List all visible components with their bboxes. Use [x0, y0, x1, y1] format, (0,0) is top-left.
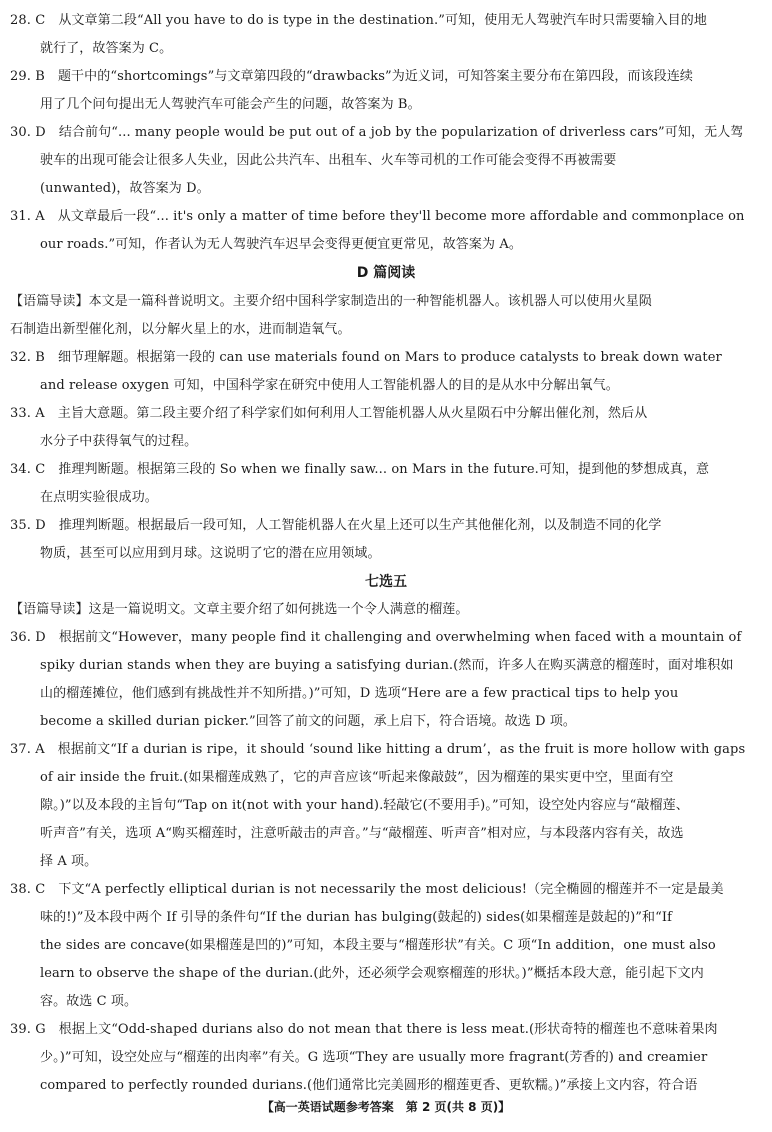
page-footer: 【高一英语试题参考答案 第 2 页(共 8 页)】: [261, 1100, 511, 1114]
passage-guide-d-line-2: 石制造出新型催化剂，以分解火星上的水，进而制造氧气。: [10, 322, 351, 337]
answer-38-line-5: 容。故选 C 项。: [40, 994, 138, 1009]
answer-28-line-2: 就行了，故答案为 C。: [40, 41, 173, 56]
answer-29-line-2: 用了几个问句提出无人驾驶汽车可能会产生的问题，故答案为 B。: [40, 97, 421, 112]
answer-30-line-1: 30. D 结合前句“... many people would be put out of a job by the popularization of driverless cars”可知，无人驾: [10, 125, 744, 140]
answer-30-line-2: 驶车的出现可能会让很多人失业，因此公共汽车、出租车、火车等司机的工作可能会变得不再被需要: [40, 153, 617, 168]
answer-35-line-2: 物质，甚至可以应用到月球。这说明了它的潜在应用领域。: [40, 546, 381, 561]
answer-38-line-3: the sides are concave(如果榴莲是凹的)”可知，本段主要与“榴莲形状”有关。C 项“In addition，one must also: [40, 938, 716, 953]
answer-37-line-5: 择 A 项。: [40, 854, 98, 869]
section-heading-reading-d: D 篇阅读: [356, 265, 416, 281]
section-heading-seven-choose-five: 七选五: [365, 574, 407, 590]
answer-33-line-1: 33. A 主旨大意题。第二段主要介绍了科学家们如何利用人工智能机器人从火星陨石中分解出催化剂，然后从: [10, 406, 648, 421]
answer-37-line-3: 隙。)”以及本段的主旨句“Tap on it(not with your hand).轻敲它(不要用手)。”可知，设空处内容应与“敲榴莲、: [40, 798, 689, 813]
answer-36-line-4: become a skilled durian picker.”回答了前文的问题，承上启下，符合语境。故选 D 项。: [40, 714, 577, 729]
answer-36-line-2: spiky durian stands when they are buying a satisfying durian.(然而，许多人在购买满意的榴莲时，面对堆积如: [40, 658, 734, 673]
answer-34-line-1: 34. C 推理判断题。根据第三段的 So when we finally saw... on Mars in the future.可知，提到他的梦想成真，意: [10, 462, 710, 477]
answer-37-line-1: 37. A 根据前文“If a durian is ripe，it should ‘sound like hitting a drum’，as the fruit is more hollow with gaps: [10, 742, 746, 757]
answer-35-line-1: 35. D 推理判断题。根据最后一段可知，人工智能机器人在火星上还可以生产其他催化剂，以及制造不同的化学: [10, 518, 662, 533]
answer-31-line-2: our roads.”可知，作者认为无人驾驶汽车迟早会变得更便宜更常见，故答案为 A。: [40, 237, 522, 252]
answer-39-line-2: 少。)”可知，设空处应与“榴莲的出肉率”有关。G 选项“They are usually more fragrant(芳香的) and creamier: [40, 1050, 708, 1065]
answer-28-line-1: 28. C 从文章第二段“All you have to do is type in the destination.”可知，使用无人驾驶汽车时只需要输入目的地: [10, 13, 707, 28]
answer-29-line-1: 29. B 题干中的“shortcomings”与文章第四段的“drawbacks”为近义词，可知答案主要分布在第四段，而该段连续: [10, 69, 694, 84]
answer-38-line-2: 味的!)”及本段中两个 If 引导的条件句“If the durian has bulging(鼓起的) sides(如果榴莲是鼓起的)”和“If: [40, 910, 673, 925]
answer-31-line-1: 31. A 从文章最后一段“... it's only a matter of time before they'll become more affordable and commonplace on: [10, 209, 745, 224]
passage-guide-seven-line-1: 【语篇导读】这是一篇说明文。文章主要介绍了如何挑选一个令人满意的榴莲。: [10, 602, 469, 617]
answer-33-line-2: 水分子中获得氧气的过程。: [40, 434, 198, 449]
answer-39-line-3: compared to perfectly rounded durians.(他们通常比完美圆形的榴莲更香、更软糯。)”承接上文内容，符合语: [40, 1078, 698, 1093]
answer-30-line-3: (unwanted)，故答案为 D。: [40, 181, 210, 196]
answer-37-line-2: of air inside the fruit.(如果榴莲成熟了，它的声音应该“听起来像敲鼓”，因为榴莲的果实更中空，里面有空: [40, 770, 674, 785]
answer-32-line-2: and release oxygen 可知，中国科学家在研究中使用人工智能机器人的目的是从水中分解出氧气。: [40, 378, 619, 393]
answer-39-line-1: 39. G 根据上文“Odd-shaped durians also do not mean that there is less meat.(形状奇特的榴莲也不意味着果肉: [10, 1022, 718, 1037]
answer-34-line-2: 在点明实验很成功。: [40, 490, 158, 505]
answer-37-line-4: 听声音”有关，选项 A“购买榴莲时，注意听敲击的声音。”与“敲榴莲、听声音”相对应，与本段落内容有关，故选: [40, 826, 684, 841]
answer-36-line-1: 36. D 根据前文“However，many people find it challenging and overwhelming when faced with a mountain of: [10, 630, 742, 645]
answer-36-line-3: 山的榴莲摊位，他们感到有挑战性并不知所措。)”可知，D 选项“Here are a few practical tips to help you: [40, 686, 679, 701]
passage-guide-d-line-1: 【语篇导读】本文是一篇科普说明文。主要介绍中国科学家制造出的一种智能机器人。该机器人可以使用火星陨: [10, 294, 652, 309]
answer-38-line-4: learn to observe the shape of the durian.(此外，还必须学会观察榴莲的形状。)”概括本段大意，能引起下文内: [40, 966, 704, 981]
answer-32-line-1: 32. B 细节理解题。根据第一段的 can use materials found on Mars to produce catalysts to break down water: [10, 350, 722, 365]
answer-38-line-1: 38. C 下文“A perfectly elliptical durian is not necessarily the most delicious!（完全椭圆的榴莲并不一定是最美: [10, 882, 724, 897]
